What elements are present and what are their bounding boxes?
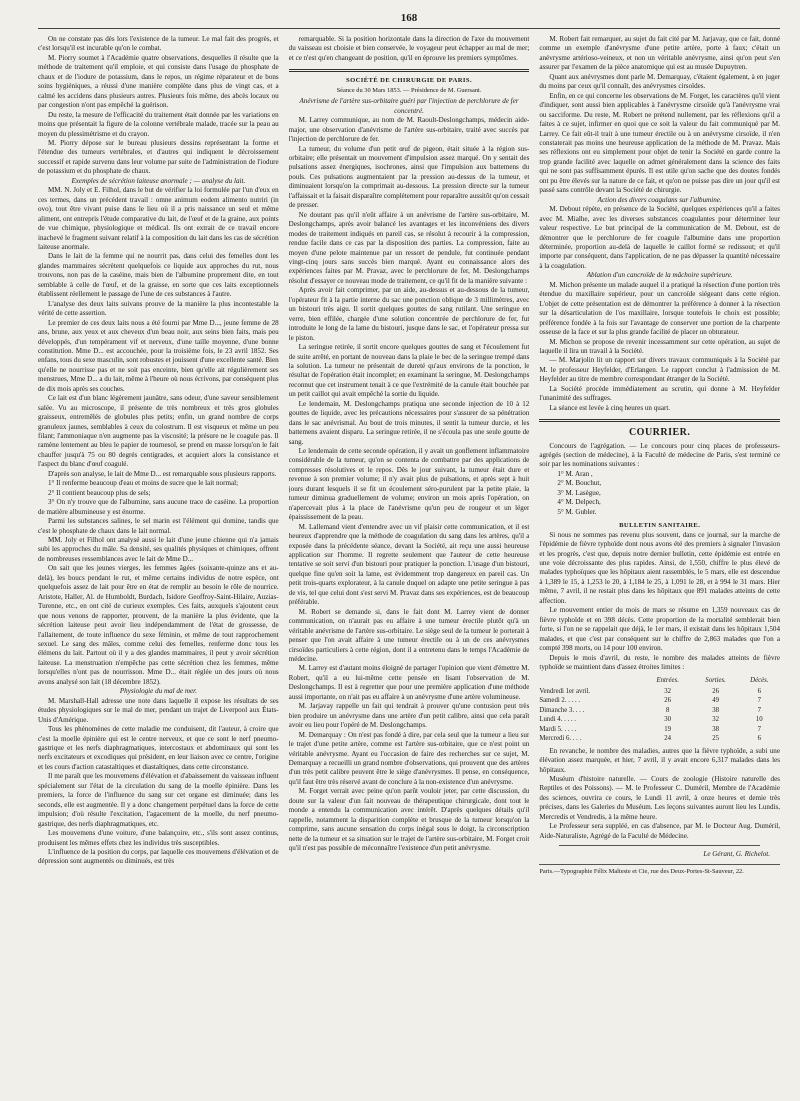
article-title: Anévrisme de l'artère sus-orbitaire guéri par l'injection de perchlorure de fer concentré. (299, 97, 519, 115)
paragraph: Parmi les substances salines, le sel marin est l'élément qui domine, tandis que c'est le phosphate de chaux dans le lait normal. (38, 517, 279, 535)
column-middle (289, 35, 530, 1095)
subheading: Action des divers coagulans sur l'albumine. (597, 195, 722, 204)
nomination-item: 1° M. Aran , (557, 469, 593, 478)
paragraph: Du reste, la mesure de l'efficacité du traitement était donnée par les variations en moins que présentait la figure de la colonne vertébrale malade, tracée sur la peau au moyen du plessimétrisme et du crayon. (38, 110, 279, 138)
table-cell: 32 (664, 687, 672, 695)
table-cell: 26 (664, 697, 672, 705)
paragraph: Enfin, en ce qui concerne les observations de M. Forget, les caractères qu'il vient d'indiquer, sont aussi bien applicables à l'anévrysme cirsoïde qu'à l'anévrysme vrai ou sacciforme. Du reste, M. Robert ne prétend nullement, par les réflexions qu'il a faites à ce sujet, infirmer en quoi que ce soit la valeur du fait communiqué par M. Larrey. Ce fait eût-il trait à une tumeur érectile ou à un anévrysme cirsoïde, il n'en constaterait pas moins une heureuse application de la méthode de M. Pravaz. Mais ses réflexions ont eu simplement pour objet de tenir la Société en garde contre la trop grande facilité avec laquelle on admet généralement dans la science des faits qui ne sont pas suffisamment épurés. Il est utile qu'on sache que des doutes fondés ont pu être élevés sur la nature de ce fait, et qu'on ne puisse pas dire un jour qu'il est passé sans contrôle devant la Société de chirurgie. (539, 91, 781, 195)
paragraph: M. Piorry dépose sur le bureau plusieurs dessins représentant la forme et l'étendue des tumeurs vertébrales, et d'autres qui indiquent le décroissement successif et rapide survenu dans leur volume par suite de l'administration de l'iodure de potassium et du phosphate de chaux. (38, 138, 279, 176)
paragraph: M. Larrey communique, au nom de M. Raoult-Deslongchamps, médecin aide-major, une observation d'anévrisme de l'artère sus-orbitaire, traité avec succès par l'injection de perchlorure de fer. (288, 116, 530, 144)
paragraph: 2° Il contient beaucoup plus de sels; (48, 488, 151, 497)
paragraph: Le lendemain de cette seconde opération, il y avait un gonflement inflammatoire considérable de la tumeur, qu'on se contenta de combattre par des applications de compresses résolutives et le repos. Dès le jour suivant, la tumeur était dure et revenue à son premier volume; il n'y avait plus de pulsations, et après sept à huit jours durant lesquels il se fit un écoulement séro-purulent par la petite plaie, la tumeur diminua graduellement de volume; environ un mois après l'opération, on n'apercevait plus à la place de l'anévrisme qu'un peu de rougeur et un léger épaississement de la peau. (288, 447, 530, 522)
paragraph: M. Demarquay : On n'est pas fondé à dire, par cela seul que la tumeur a lieu sur le trajet d'une petite artère, comme est l'artère sus-orbitaire, que ce n'est point un véritable anévrysme. Ayant eu l'occasion de faire des recherches sur ce sujet, M. Demarquay a recueilli un grand nombre d'observations, qui prouvent que des artères d'un très petit calibre peuvent être le siège d'anévrysmes. Il pense, en conséquence, qu'il faut être très réservé avant de conclure à la non-existence d'un anévrysme. (288, 730, 530, 786)
table-cell: 38 (712, 706, 719, 714)
paragraph: L'analyse des deux laits suivans prouve de la manière la plus incontestable la vérité de cette assertion. (38, 299, 279, 318)
paragraph: Ce lait est d'un blanc légèrement jaunâtre, sans odeur, d'une saveur sensiblement salée. Vu au microscope, il présente de très nombreux et très gros globules graisseux, entremêlés de globules plus petits; enfin, un grand nombre de corps granuleux jaunes, semblables à ceux du colostrum. Il est visqueux et même un peu filant; l'ammoniaque n'en augmente pas la viscosité; la présure ne le coagule pas. Il ramène lentement au bleu le papier de tournesol, se prend en masse lorsqu'on le fait chauffer jusqu'à 75 ou 80 degrés centigrades, et acquiert alors la consistance et l'aspect du blanc d'œuf coagulé. (38, 394, 279, 469)
paragraph: MM. N. Joly et E. Filhol, dans le but de vérifier la loi formulée par l'un d'eux en ces termes, dans un précédent travail : omne animum eodem alimento nutriri (in ovo), tout être vivant puise dans le lieu où il a pris naissance un seul et même aliment, ont entrepris l'étude comparative du lait, de l'œuf et de la graine, aux points de vue chimique, physiologique et médical. Ils ont extrait de ce travail encore inachevé le fragment suivant relatif à la composition du lait dans les cas de sécrétion laiteuse anormale. (38, 186, 279, 251)
table-row (539, 734, 780, 743)
table-cell: 49 (712, 697, 719, 705)
table-cell: Dimanche 3. . . . (539, 706, 585, 714)
table-header: Décès. (750, 677, 769, 685)
paragraph: La séance est levée à cinq heures un quart. (549, 403, 671, 412)
header-rule (38, 28, 780, 29)
nomination-item: 4° M. Delpech, (557, 498, 601, 507)
paragraph: La Société procède immédiatement au scrutin, qui donne à M. Heyfelder l'unanimité des suffrages. (539, 384, 781, 403)
paragraph: Les mouvemens d'une voiture, d'une balançoire, etc., s'ils sont assez continus, produisent les mêmes effets chez les individus très susceptibles. (38, 829, 279, 847)
table-cell: 6 (757, 687, 762, 695)
table-row (539, 725, 780, 734)
paragraph: M. Robert se demande si, dans le fait dont M. Larrey vient de donner communication, on n'aurait pas eu affaire à une tumeur érectile plutôt qu'à un véritable anévrisme de l'artère sus-orbitaire. Le siège seul de la tumeur le porterait à penser que l'on avait affaire à une tumeur érectile ou à un de ces anévrysmes cirsoïdes particuliers à cette région, dont il a entretenu dans le temps l'Académie de médecine. (288, 607, 530, 663)
paragraph: M. Debout répète, en présence de la Société, quelques expériences qu'il a faites avec M. Mialhe, avec les diverses substances coagulantes pour déterminer leur valeur respective. Le but principal de la communication de M. Debout, est de démontrer que le perchlorure de fer coagule l'albumine dans une proportion déterminée, proportion au-delà de laquelle le caillot formé se redissout; et qu'il importe par conséquent, dans l'application, de ne pas dépasser la quantité nécessaire à la coagulation. (539, 205, 781, 270)
hospital-stats-table (539, 675, 780, 743)
paragraph: Depuis le mois d'avril, du reste, le nombre des malades atteints de fièvre typhoïde se maintient dans d'assez étroites limites : (539, 653, 781, 671)
paragraph: M. Robert fait remarquer, au sujet du fait cité par M. Jarjavay, que ce fait, donné comme un exemple d'anévrysme d'une petite artère, porte à faux; c'était un anévrysme artérioso-veineux, et non un véritable anévrysme, ainsi qu'on peut s'en assurer par l'examen de la pièce anatomique qui est au musée Dupuytren. (539, 35, 781, 72)
table-row (539, 706, 780, 715)
nomination-item: 5° M. Gubler. (557, 507, 597, 516)
table-cell: Vendredi 1er avril. (539, 687, 591, 695)
nomination-item: 2° M. Bouchut, (557, 479, 602, 488)
nomination-item: 3° M. Lasègue, (557, 488, 601, 497)
table-cell: 38 (712, 725, 719, 733)
table-cell: 10 (755, 716, 763, 724)
paragraph: M. Marshall-Hall adresse une note dans laquelle il expose les résultats de ses études physiologiques sur le mal de mer, pendant un trajet de Liverpool aux États-Unis d'Amérique. (38, 696, 279, 724)
table-cell: 7 (757, 725, 762, 733)
table-row (539, 687, 780, 696)
paragraph: Concours de l'agrégation. — Le concours pour cinq places de professeurs-agrégés (section de médecine), à la Faculté de médecine de Paris, s'est terminé ce soir par les nominations suivantes : (539, 441, 781, 469)
paragraph: Si nous ne sommes pas revenu plus souvent, dans ce journal, sur la marche de l'épidémie de fièvre typhoïde dont nous avons été des premiers à signaler l'invasion et les progrès, c'est que, depuis notre dernier bulletin, cette épidémie est entrée en une voie décroissante des plus rapides. Ainsi, de 1,550, chiffre le plus élevé de malades typhoïques que les hôpitaux aient rassemblés, le 5 mars, elle est descendue à 1,389 le 15, à 1,253 le 20, à 1,184 le 25, à 1,091 le 28, et à 994 le 31 mars. Hier même, 7 avril, il ne restait plus dans les hôpitaux que 891 malades atteints de cette affection. (539, 530, 781, 605)
table-cell: 7 (757, 706, 762, 714)
paragraph: Tous les phénomènes de cette maladie me conduisent, dit l'auteur, à croire que c'est la moelle épinière qui est le centre nerveux, et que ce sont le nerf pneumo-gastrique et les nerfs diaphragmatiques, intercostaux et abdominaux qui sont les nerfs excitateurs et excodiques qui président, en leur liaison avec ce centre, l'origine et les cours d'action catastaltiques et diastaltiques, dans cette circonstance. (38, 725, 279, 771)
section-divider (289, 69, 530, 72)
paragraph: Quant aux anévrysmes dont parle M. Demarquay, c'étaient également, à en juger du moins par ceux qu'il connaît, des anévrysmes cirsoïdes. (539, 72, 781, 91)
table-cell: 24 (664, 735, 672, 743)
paragraph: M. Michon présente un malade auquel il a pratiqué la résection d'une portion très étendue du maxillaire supérieur, pour un cancroïde siégeant dans cette région. L'objet de cette présentation est de démontrer la préférence à donner à la résection sur la désarticulation de l'os maxillaire, lorsque toutefois le choix est possible; préférence fondée à la fois sur l'avantage de conserver une portion de la charpente osseuse de la face et sur la plus grande facilité de placer un obturateur. (539, 280, 781, 337)
paragraph: Le Professeur sera suppléé, en cas d'absence, par M. le Docteur Aug. Duméril, Aide-Naturaliste, Agrégé de la Faculté de Médecine. (539, 822, 781, 840)
table-cell: Samedi 2. . . . . (539, 697, 581, 705)
table-header: Sorties. (705, 677, 726, 685)
paragraph: En revanche, le nombre des maladies, autres que la fièvre typhoïde, a subi une élévation assez marquée, et hier, 7 avril, il y avait encore 6,317 malades dans les hôpitaux. (539, 746, 781, 774)
paragraph: Il me paraît que les mouvemens d'élévation et d'abaissement du vaisseau influent spécialement sur l'état de la circulation du sang de la moelle épinière. Dans les premiers, la force de l'influence du sang sur cet organe est diminuée; dans les seconds, elle est augmentée. Il y a donc changement perpétuel dans la force de cette impulsion; d'où résulte l'excitation, l'agacement de la moelle, du nerf pneumo-gastrique, des nerfs diaphragmatiques, etc. (38, 772, 279, 828)
column-right (539, 35, 780, 1095)
paragraph: 1° Il renferme beaucoup d'eau et moins de sucre que le lait normal; (48, 479, 239, 488)
table-row (539, 696, 780, 705)
subheading: Exemples de sécrétion laiteuse anormale ; — analyse du lait. (71, 176, 246, 185)
table-cell: 26 (712, 687, 719, 695)
paragraph: M. Larrey est d'autant moins éloigné de partager l'opinion que vient d'émettre M. Robert, qu'il a eu lui-même cette pensée en lisant l'observation de M. Deslongchamps. Il est à regretter que pour une première application d'une méthode aussi importante, on n'ait pas eu affaire à un anévrysme d'une artère volumineuse. (288, 664, 530, 701)
paragraph: M. Michon se propose de revenir incessamment sur cette opération, au sujet de laquelle il lira un travail à la Société. (539, 337, 781, 355)
signature: Le Gérant, G. Richelot. (703, 850, 771, 859)
paragraph: D'après son analyse, le lait de Mme D... est remarquable sous plusieurs rapports. (48, 469, 277, 478)
paragraph: Dans le lait de la femme qui ne nourrit pas, dans celui des femelles dont les glandes mammaires sécrètent quelquefois ce liquide aux approches du rut, nous trouvons, non pas de la caséine, mais bien de l'albumine proprement dite, en tout semblable à celle de l'œuf, et de la graisse, en sorte que ces laits exceptionnels établissent réellement le passage de l'une de ces substances à l'autre. (38, 252, 279, 299)
table-cell: 8 (665, 706, 670, 714)
paragraph: Le mouvement entier du mois de mars se résume en 1,359 nouveaux cas de fièvre typhoïde et en 398 décès. Cette proportion de la mortalité semblerait bien forte, si l'on ne se rappelait que déjà, le 1er mars, il existait dans les hôpitaux 1,504 malades, et que c'est par conséquent sur le chiffre de 2,863 malades que l'on a compté 398 morts, ou 14 pour 100 environ. (539, 606, 781, 653)
table-cell: 30 (664, 716, 672, 724)
seance-line: Séance du 30 Mars 1853. — Présidence de M. Guersant. (336, 86, 482, 94)
table-cell: 32 (712, 716, 719, 724)
paragraph: Le lendemain, M. Deslongchamps pratiqua une seconde injection de 10 à 12 gouttes de liquide, avec les précautions nécessaires pour s'assurer de sa pénétration dans le sac anévrismal. Au bout de trois minutes, il sentit la tumeur durcie, et les battemens avaient disparu. La seringue retirée, il ne s'écoula pas une seule goutte de sang. (288, 399, 530, 446)
paragraph: Après avoir fait comprimer, par un aide, au-dessus et au-dessous de la tumeur, l'opérateur fit à la partie interne du sac une ponction oblique de 3 millimètres, avec un bistouri très aigu. Il sortit quelques gouttes de sang rutilant. Une seringue en verre, bien effilée, chargée d'une solution concentrée de perchlorure de fer, fut introduite le long de la lame du bistouri, jusque dans le sac, et l'opérateur pressa sur le piston. (288, 286, 530, 342)
imprint-line: Paris.—Typographie Félix Malteste et Cie, rue des Deux-Portes-St-Sauveur, 22. (539, 864, 780, 876)
society-heading: SOCIÉTÉ DE CHIRURGIE DE PARIS. (346, 77, 473, 85)
divider (559, 845, 760, 846)
paragraph: remarquable. Si la position horizontale dans la direction de l'axe du mouvement du vaisseau est choisie et bien conservée, le voyageur peut échapper au mal de mer; et ce n'est qu'en changeant de position, qu'il en éprouve les premiers symptômes. (288, 35, 530, 62)
table-row (539, 715, 780, 724)
paragraph: M. Jarjavay rappelle un fait qui tendrait à prouver qu'une contusion peut très bien produire un anévrysme dans une artère d'un petit calibre, ainsi que cela paraît avoir eu lieu pour l'opéré de M. Deslongchamps. (288, 702, 530, 730)
paragraph: 3° On n'y trouve que de l'albumine, sans aucune trace de caséine. La proportion de matière albumineuse y est énorme. (38, 498, 279, 516)
columns (38, 35, 780, 1095)
column-left (38, 35, 279, 1095)
paragraph: M. Lallemand vient d'entendre avec un vif plaisir cette communication, et il est heureux d'apprendre que la méthode de coagulation du sang dans les artères, qu'il a exposée dans la précédente séance, devant la Société, ait reçu une aussi heureuse application sur l'homme. Il regrette seulement que l'auteur de cette heureuse tentative se soit servi d'un bistouri pour pratiquer la ponction. L'usage d'un bistouri, quelque fine qu'en soit la lame, est évidemment trop dangereux en pareil cas. Un petit trois-quarts explorateur, à la canule duquel on adapte une petite seringue à pas de vis, tel que celui dont s'est servi M. Pravaz dans ses expériences, est de beaucoup préférable. (288, 522, 530, 607)
paragraph: MM. Joly et Filhol ont analysé aussi le lait d'une jeune chienne qui n'a jamais subi les approches du mâle. Sa densité, ses qualités physiques et chimiques, offrent de nombreuses ressemblances avec le lait de Mme D... (38, 536, 279, 563)
table-cell: 7 (757, 697, 762, 705)
paragraph: Muséum d'histoire naturelle. — Cours de zoologie (Histoire naturelle des Reptiles et des Poissons). — M. le Professeur C. Duméril, Membre de l'Académie des sciences, ouvrira ce cours, le Lundi 11 avril, à onze heures et demie très précises, dans les Galeries du Muséum. Les leçons suivantes auront lieu les Lundis, Mercredis et Vendredis, à la même heure. (539, 774, 781, 821)
table-cell: Lundi 4. . . . . (539, 716, 576, 724)
subheading: Ablation d'un cancroïde de la mâchoire supérieure. (586, 271, 733, 280)
table-header-row (539, 675, 780, 686)
page-number: 168 (400, 12, 418, 24)
paragraph: M. Piorry soumet à l'Académie quatre observations, desquelles il résulte que la méthode de traitement qu'il emploie, et qui consiste dans l'usage du phosphate de chaux et de l'iodure de potassium, dans le repos, un régime réparateur et de bons soins hygiéniques, a réussi d'une manière complète dans plus de vingt cas, et a calmé les accidens dans plusieurs autres. Plusieurs fois même, des abcès locaux ou par congestion n'ont pas empêché la guérison. (38, 53, 279, 110)
table-header (539, 675, 642, 686)
bulletin-title: BULLETIN SANITAIRE. (619, 522, 701, 530)
paragraph: On ne constate pas dès lors l'existence de la tumeur. Le mal fait des progrès, et c'est lorsqu'il est incurable qu'on le combat. (38, 35, 279, 53)
subheading: Physiologie du mal de mer. (119, 687, 197, 696)
paragraph: Le premier de ces deux laits nous a été fourni par Mme D..., jeune femme de 28 ans, brune, aux yeux et aux cheveux d'un beau noir, aux seins bien faits, mais peu développés, d'un tempérament vif et nerveux, d'une taille moyenne, d'une bonne constitution. Mme D... est accouchée, pour la troisième fois, le 23 avril 1852. Ses enfans, tous du sexe masculin, sont robustes et jouissent d'une excellente santé. Bien qu'elle ne nourrisse pas et ne soit pas enceinte, bien qu'elle ait régulièrement ses menstrues, Mme D... a du lait, même à l'heure où nous écrivons, par conséquent plus de dix mois après ses couches. (38, 318, 279, 393)
table-cell: 25 (712, 735, 719, 743)
paragraph: La seringue retirée, il sortit encore quelques gouttes de sang et l'écoulement fut de suite arrêté, en portant de nouveau dans la plaie le bec de la seringue trempé dans la solution. La tumeur ne présentait de dureté qu'aux environs de la ponction, le résultat de l'opération était incomplet; en examinant la seringue, M. Deslongchamps reconnut que cet instrument tenait à ce que l'extrémité de la canule était bouchée par un petit caillot qui avait empêché la sortie du liquide. (288, 343, 530, 399)
table-cell: 19 (664, 725, 672, 733)
paragraph: L'influence de la position du corps, par laquelle ces mouvemens d'élévation et de dépression sont augmentés ou diminués, est très (38, 847, 279, 866)
paragraph: — M. Marjolin lit un rapport sur divers travaux communiqués à la Société par M. le professeur Heyfelder, d'Erlangen. Le rapport conclut à l'admission de M. Heyfelder au titre de membre correspondant étranger de la Société. (539, 356, 781, 384)
paragraph: La tumeur, du volume d'un petit œuf de pigeon, était située à la région sus-orbitaire; elle présentait un mouvement d'impulsion assez marqué. On y sentait des pulsations assez énergiques, isochrones, ainsi que l'impulsion aux battemens du pouls. Ces pulsations augmentaient par la pression au-dessus de la tumeur, et diminuaient lorsqu'on la comprimait au-dessous. La pression directe sur la tumeur l'affaissait et la faisait disparaître complètement pour reparaître aussitôt qu'on cessait de presser. (288, 144, 530, 210)
table-cell: 6 (757, 735, 762, 743)
paragraph: Ne doutant pas qu'il n'eût affaire à un anévrisme de l'artère sus-orbitaire, M. Deslongchamps, après avoir balancé les avantages et les inconvéniens des divers modes de traitement indiqués en pareil cas, se résolut à recourir à la compression, rendue facile dans ce cas par la disposition des parties. La compression, faite au moyen d'une pelote maintenue par un ressort de pendule, fut continuée pendant vingt-cinq jours sans succès bien marqué. Ayant eu connaissance alors des expériences faites par M. Pravaz, avec le perchlorure de fer, M. Deslongchamps résolut d'essayer ce nouveau mode de traitement, ce qu'il fit de la manière suivante : (288, 210, 530, 285)
paragraph: On sait que les jeunes vierges, les femmes âgées (soixante-quinze ans et au-delà), les boucs pendant le rut, et même certains individus de notre espèce, ont quelquefois assez de lait pour être en état de remplir au besoin le rôle de nourrice. Aristote, Haller, Al. de Humboldt, Burdach, Isidore Geoffroy-Saint-Hilaire, Auzias-Turenne, etc., en ont cité de curieux exemples. Ces faits, auxquels s'ajoutent ceux que nous venons de rapporter, prouvent, de la manière la plus évidente, que la sécrétion laiteuse peut avoir lieu indépendamment de l'état de grossesse, de l'allaitement, de toute influence du sexe féminin, et même de tout rapprochement sexuel. Le sang des mâles, comme celui des femelles, renferme donc tous les élémens du lait. Partout où il y a des glandes mammaires, il peut y avoir sécrétion laiteuse. La menstruation n'empêche pas cette sécrétion chez les femmes, même lorsqu'elles n'ont pas de nourrisson. Mme D... était réglée un des jours où nous avons analysé son lait (18 décembre 1852). (38, 564, 279, 686)
section-divider (539, 419, 780, 422)
table-cell: Mardi 5. . . . . (539, 725, 577, 733)
table-header: Entrées. (656, 677, 679, 685)
paragraph: M. Forget verrait avec peine qu'on parût vouloir jeter, par cette discussion, du doute sur la valeur d'un fait nouveau de thérapeutique chirurgicale, dont tout le monde a entendu la communication avec intérêt. D'après quelques détails qu'il rappelle, notamment la disparition complète et brusque de la tumeur lorsqu'on la comprime, sans aucune sensation du corps inégal sous le doigt, la circonscription nette de la tumeur et sa situation sur le trajet de l'artère sus-orbitaire, M. Forget croit qu'il n'est pas possible de méconnaître l'existence d'un petit anévrysme. (288, 787, 530, 853)
courrier-title: COURRIER. (628, 427, 691, 439)
table-cell: Mercredi 6. . . . (539, 735, 582, 743)
